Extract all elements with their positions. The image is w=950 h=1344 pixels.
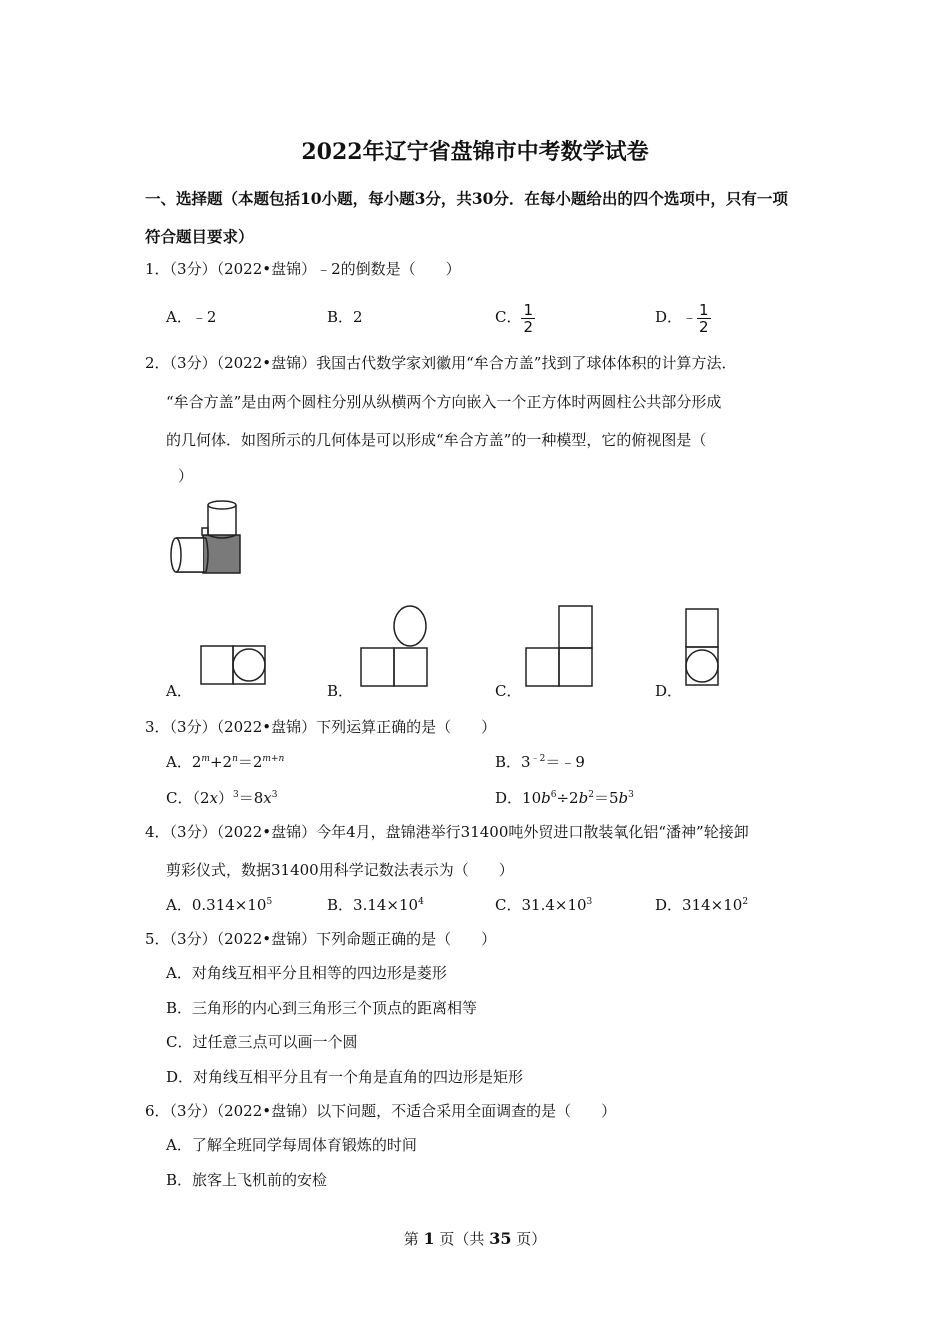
q3-option-a <box>166 752 284 772</box>
square-right <box>559 648 592 686</box>
total-pages: 35 <box>489 1229 512 1248</box>
q5-option-c: C．过任意三点可以画一个圆 <box>166 1033 358 1051</box>
q1-option-c <box>495 298 535 336</box>
square-left <box>201 646 233 684</box>
q3-option-c <box>166 788 278 808</box>
q2-stem-line1: 2．（3分）（2022•盘锦）我国古代数学家刘徽用“牟合方盖”找到了球体体积的计算方法． <box>145 354 737 372</box>
q2-option-c-figure <box>525 605 593 687</box>
variable: b <box>578 789 589 807</box>
q1-option-a: A．﹣2 <box>166 308 217 326</box>
footer-middle: 页（共 <box>434 1230 490 1248</box>
q2-option-b-figure <box>360 605 428 687</box>
option-label: D． <box>495 789 523 807</box>
exponent: 3 <box>628 790 634 800</box>
q2-option-a-figure <box>200 645 266 685</box>
vertical-cylinder-top <box>208 501 236 509</box>
q3-option-b <box>495 752 585 772</box>
variable: x <box>209 789 218 807</box>
term: B．3.14×10 <box>327 896 419 914</box>
exponent: 2 <box>742 897 749 907</box>
term: ＝2 <box>237 753 263 771</box>
term: ＝5 <box>593 789 619 807</box>
section-heading-line2: 符合题目要求） <box>145 227 254 246</box>
fraction-denominator: 2 <box>699 317 709 336</box>
q2-option-c-label: C． <box>495 682 522 700</box>
exponent: m <box>201 754 210 764</box>
footer-suffix: 页） <box>511 1230 547 1248</box>
exponent: n <box>232 754 238 764</box>
q3-option-d <box>495 788 634 808</box>
fraction-denominator: 2 <box>523 317 534 336</box>
page-footer <box>0 1229 950 1249</box>
option-label: B． <box>495 753 522 771</box>
exponent: m+n <box>262 754 285 764</box>
q4-stem-line2: 剪彩仪式，数据31400用科学记数法表示为（ ） <box>166 861 514 879</box>
term: 2 <box>191 753 202 771</box>
q1-stem: 1．（3分）（2022•盘锦）﹣2的倒数是（ ） <box>145 260 461 278</box>
term: 10 <box>522 789 542 807</box>
q3-stem: 3．（3分）（2022•盘锦）下列运算正确的是（ ） <box>145 718 497 736</box>
q2-option-d-figure <box>685 608 721 686</box>
term: +2 <box>209 753 233 771</box>
square-right <box>233 646 265 684</box>
q2-stem-line2: “牟合方盖”是由两个圆柱分别从纵横两个方向嵌入一个正方体时两圆柱公共部分形成 <box>166 393 722 411</box>
q2-stem-line3: 的几何体．如图所示的几何体是可以形成“牟合方盖”的一种模型，它的俯视图是（ <box>166 431 707 449</box>
term: （2 <box>192 789 210 807</box>
q1-option-d-sign: ﹣ <box>682 308 698 326</box>
exponent: 6 <box>550 790 557 800</box>
square-left <box>361 648 394 686</box>
term: 3 <box>521 753 531 771</box>
q2-option-a-label: A． <box>166 682 192 700</box>
term: ＝8 <box>238 789 264 807</box>
term: ÷2 <box>556 789 579 807</box>
variable: b <box>541 789 551 807</box>
term: ＝﹣9 <box>545 753 585 771</box>
q1-option-c-fraction <box>521 302 535 335</box>
q4-option-b <box>327 895 424 915</box>
horizontal-cylinder-end <box>171 538 181 572</box>
q2-stem-line4: ） <box>178 467 194 485</box>
q5-option-a: A．对角线互相平分且相等的四边形是菱形 <box>166 964 447 982</box>
section-heading-line1: 一、选择题（本题包括10小题，每小题3分，共30分．在每小题给出的四个选项中，只有一项 <box>145 189 788 208</box>
q2-option-d-label: D． <box>655 682 683 700</box>
q4-stem-line1: 4．（3分）（2022•盘锦）今年4月，盘锦港举行31400吨外贸进口散装氧化铝“潘神”轮接卸 <box>145 823 749 841</box>
fraction-numerator: 1 <box>699 300 709 319</box>
term: A．0.314×10 <box>166 896 267 914</box>
circle <box>233 649 265 681</box>
page-title: 2022年辽宁省盘锦市中考数学试卷 <box>301 139 649 165</box>
option-label: A． <box>166 753 192 771</box>
q1-option-d-label: D． <box>655 308 683 326</box>
q6-option-b: B．旅客上飞机前的安检 <box>166 1171 328 1189</box>
cube-corner <box>202 528 208 535</box>
q2-option-b-label: B． <box>327 682 354 700</box>
q1-option-c-label: C． <box>495 308 522 326</box>
q5-option-d: D．对角线互相平分且有一个角是直角的四边形是矩形 <box>166 1068 524 1086</box>
q6-stem: 6．（3分）（2022•盘锦）以下问题，不适合采用全面调查的是（ ） <box>145 1102 617 1120</box>
q4-option-c <box>495 895 592 915</box>
q4-option-a <box>166 895 272 915</box>
q5-stem: 5．（3分）（2022•盘锦）下列命题正确的是（ ） <box>145 930 497 948</box>
term: C．31.4×10 <box>495 896 587 914</box>
exponent: 4 <box>418 897 424 907</box>
square-left <box>526 648 559 686</box>
q1-option-d <box>655 298 711 336</box>
exponent: 3 <box>233 790 239 800</box>
variable: x <box>263 789 272 807</box>
circle <box>686 650 718 682</box>
page-number: 1 <box>423 1229 435 1248</box>
exponent: ﹣2 <box>530 754 546 764</box>
square-top <box>559 606 592 648</box>
q6-option-a: A．了解全班同学每周体育锻炼的时间 <box>166 1136 417 1154</box>
square-right <box>394 648 427 686</box>
q2-solid-figure <box>160 495 250 585</box>
q4-option-d <box>655 895 748 915</box>
exponent: 3 <box>586 897 593 907</box>
term: D．314×10 <box>655 896 743 914</box>
term: ） <box>218 789 234 807</box>
circle-top <box>394 606 426 646</box>
exponent: 2 <box>588 790 594 800</box>
q1-option-b: B．2 <box>327 308 363 326</box>
variable: b <box>618 789 629 807</box>
exponent: 3 <box>271 790 278 800</box>
option-label: C． <box>166 789 193 807</box>
square-top <box>686 609 718 647</box>
fraction-numerator: 1 <box>523 300 534 319</box>
q1-option-d-fraction <box>697 302 711 335</box>
footer-prefix: 第 <box>403 1230 424 1248</box>
exponent: 5 <box>266 897 273 907</box>
q5-option-b: B．三角形的内心到三角形三个顶点的距离相等 <box>166 999 478 1017</box>
square-bottom <box>686 647 718 685</box>
